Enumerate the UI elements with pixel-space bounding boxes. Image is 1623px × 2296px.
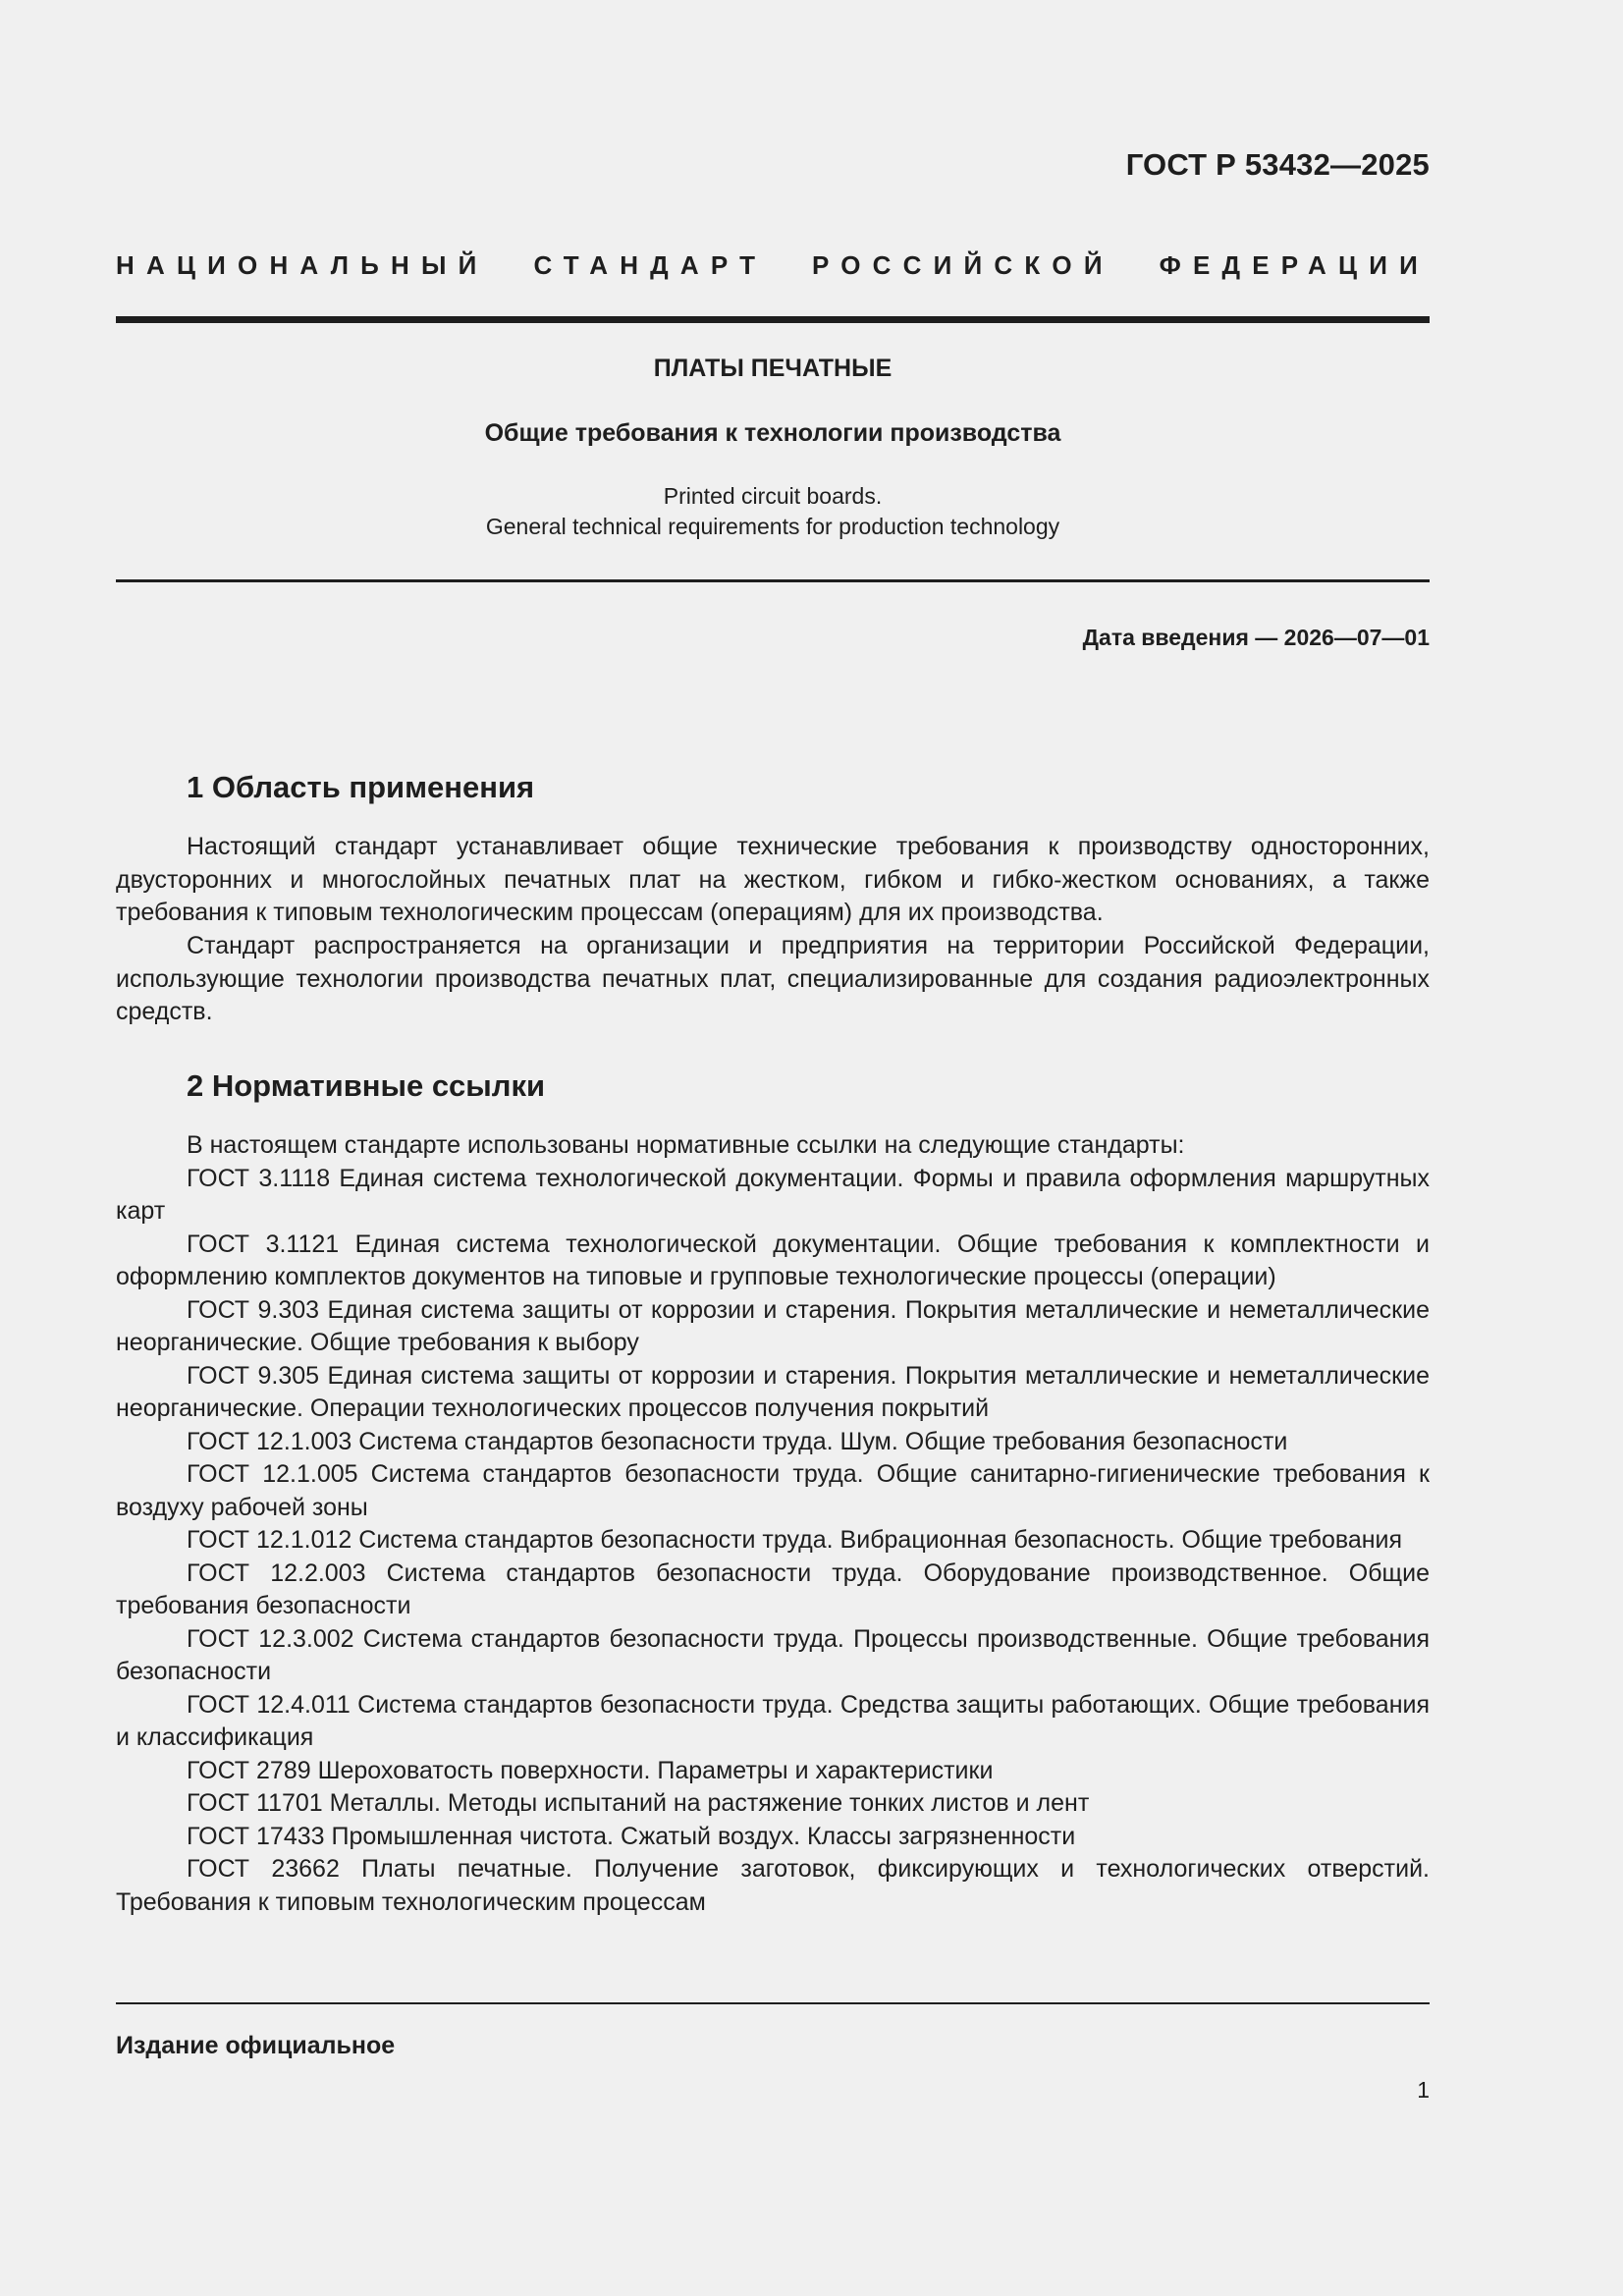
reference-item: ГОСТ 3.1118 Единая система технологической документации. Формы и правила оформления маршрутных карт: [116, 1164, 1430, 1225]
reference-item: ГОСТ 12.2.003 Система стандартов безопасности труда. Оборудование производственное. Общие требования безопасности: [116, 1558, 1430, 1619]
introduction-date: Дата введения — 2026—07—01: [1082, 625, 1430, 650]
standard-number: ГОСТ Р 53432—2025: [1125, 147, 1430, 182]
english-title-line-1: Printed circuit boards.: [663, 483, 883, 509]
reference-item: ГОСТ 23662 Платы печатные. Получение заготовок, фиксирующих и технологических отверстий. Требования к типовым технологическим процессам: [116, 1855, 1430, 1916]
page-number: 1: [1417, 2077, 1430, 2103]
section-heading-normative-references: 2 Нормативные ссылки: [187, 1068, 546, 1103]
references-intro: В настоящем стандарте использованы нормативные ссылки на следующие стандарты:: [187, 1131, 1185, 1159]
scope-paragraph: Стандарт распространяется на организации и предприятия на территории Российской Федерации, использующие технологии производства печатных плат, специализированные для создания радиоэлектронных средств.: [116, 932, 1430, 1025]
scope-paragraph: Настоящий стандарт устанавливает общие технические требования к производству односторонних, двусторонних и многослойных печатных плат на жестком, гибком и гибко-жестком основаниях, а также требования к типовым технологическим процессам (операциям) для их производства.: [116, 833, 1430, 926]
english-title-line-2: General technical requirements for production technology: [485, 514, 1060, 539]
document-subtitle: Общие требования к технологии производства: [484, 419, 1061, 447]
reference-item: ГОСТ 12.1.003 Система стандартов безопасности труда. Шум. Общие требования безопасности: [187, 1427, 1288, 1455]
document-title: ПЛАТЫ ПЕЧАТНЫЕ: [653, 355, 893, 382]
footer-rule: [116, 2002, 1430, 2004]
reference-item: ГОСТ 2789 Шероховатость поверхности. Параметры и характеристики: [187, 1756, 994, 1784]
reference-item: ГОСТ 11701 Металлы. Методы испытаний на растяжение тонких листов и лент: [187, 1789, 1090, 1817]
reference-item: ГОСТ 3.1121 Единая система технологической документации. Общие требования к комплектности и оформлению комплектов документов на типовые и групповые технологические процессы (операции): [116, 1230, 1430, 1290]
reference-item: ГОСТ 9.303 Единая система защиты от коррозии и старения. Покрытия металлические и неметаллические неорганические. Общие требования к выбору: [116, 1295, 1430, 1356]
reference-item: ГОСТ 12.1.005 Система стандартов безопасности труда. Общие санитарно-гигиенические требования к воздуху рабочей зоны: [116, 1460, 1430, 1521]
header-rule: [116, 316, 1430, 323]
reference-item: ГОСТ 17433 Промышленная чистота. Сжатый воздух. Классы загрязненности: [187, 1822, 1076, 1850]
reference-item: ГОСТ 12.4.011 Система стандартов безопасности труда. Средства защиты работающих. Общие требования и классификация: [116, 1690, 1430, 1751]
official-edition-label: Издание официальное: [116, 2032, 396, 2059]
title-rule: [116, 579, 1430, 582]
english-title: [116, 481, 1430, 542]
national-standard-title: НАЦИОНАЛЬНЫЙ СТАНДАРТ РОССИЙСКОЙ ФЕДЕРАЦИИ: [116, 250, 1430, 280]
reference-item: ГОСТ 12.1.012 Система стандартов безопасности труда. Вибрационная безопасность. Общие требования: [187, 1526, 1403, 1554]
normative-references-list: [116, 1129, 1430, 1919]
reference-item: ГОСТ 9.305 Единая система защиты от коррозии и старения. Покрытия металлические и неметаллические неорганические. Операции технологических процессов получения покрытий: [116, 1361, 1430, 1422]
document-page: [116, 0, 1430, 2296]
reference-item: ГОСТ 12.3.002 Система стандартов безопасности труда. Процессы производственные. Общие требования безопасности: [116, 1624, 1430, 1685]
section-heading-scope: 1 Область применения: [187, 770, 535, 804]
